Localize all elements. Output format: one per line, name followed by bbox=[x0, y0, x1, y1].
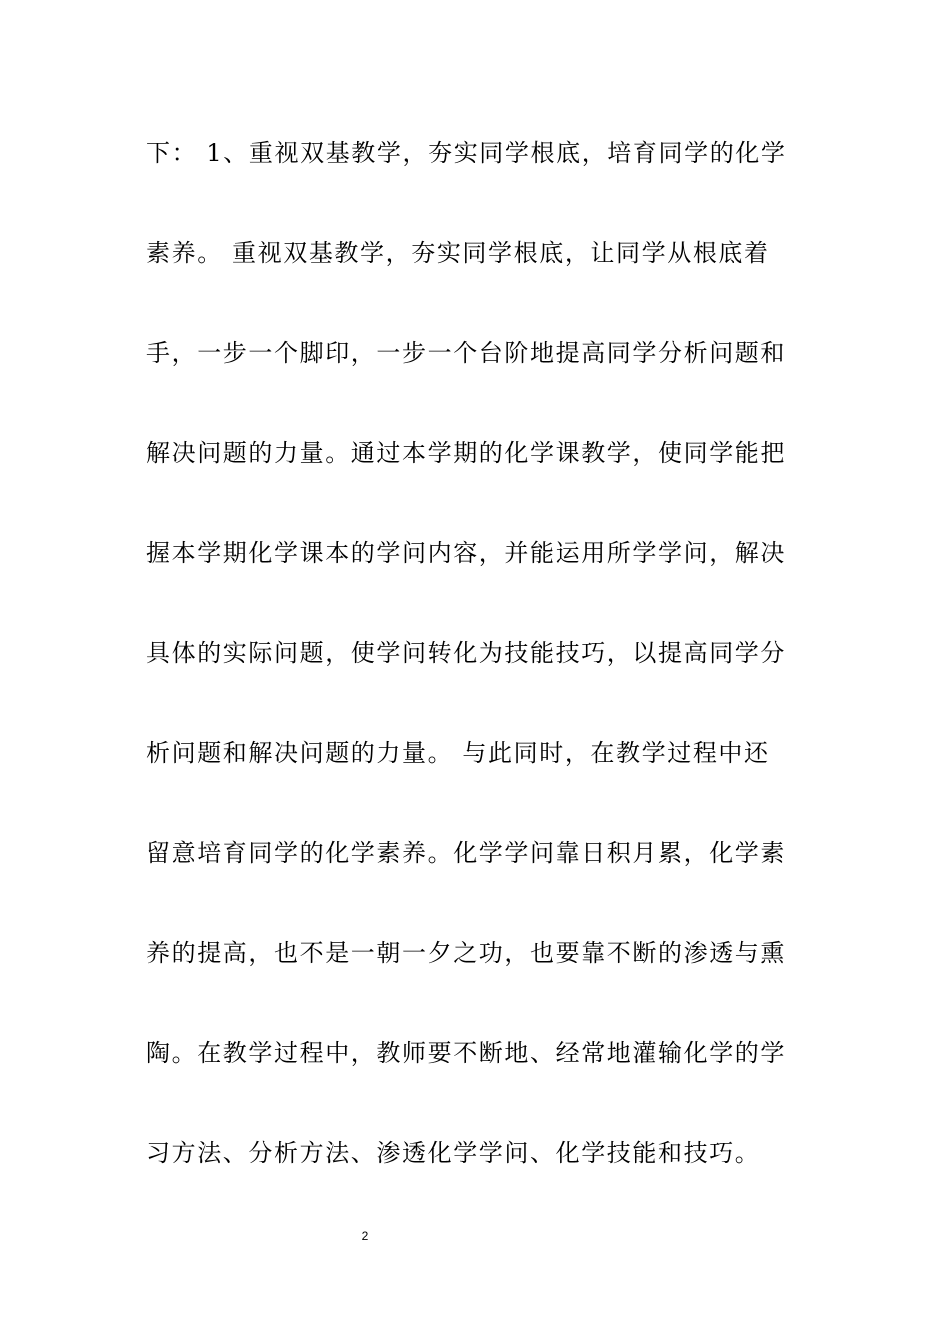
text-line-5: 握本学期化学课本的学问内容，并能运用所学学问，解决 bbox=[146, 539, 786, 567]
text-line-2: 素养。 重视双基教学，夯实同学根底，让同学从根底着 bbox=[146, 239, 770, 267]
text-line-6: 具体的实际问题，使学问转化为技能技巧，以提高同学分 bbox=[146, 639, 786, 667]
text-line-8: 留意培育同学的化学素养。化学学问靠日积月累，化学素 bbox=[146, 839, 786, 867]
text-line-11: 习方法、分析方法、渗透化学学问、化学技能和技巧。 bbox=[146, 1139, 761, 1167]
text-line-1: 下： 1、重视双基教学，夯实同学根底，培育同学的化学 bbox=[146, 139, 787, 167]
body-text bbox=[146, 123, 806, 1223]
page-number: 2 bbox=[361, 1229, 369, 1243]
text-line-4: 解决问题的力量。通过本学期的化学课教学，使同学能把 bbox=[146, 439, 786, 467]
text-line-10: 陶。在教学过程中，教师要不断地、经常地灌输化学的学 bbox=[146, 1039, 786, 1067]
text-line-7: 析问题和解决问题的力量。 与此同时，在教学过程中还 bbox=[146, 739, 770, 767]
text-line-9: 养的提高，也不是一朝一夕之功，也要靠不断的渗透与熏 bbox=[146, 939, 786, 967]
text-line-3: 手，一步一个脚印，一步一个台阶地提高同学分析问题和 bbox=[146, 339, 786, 367]
